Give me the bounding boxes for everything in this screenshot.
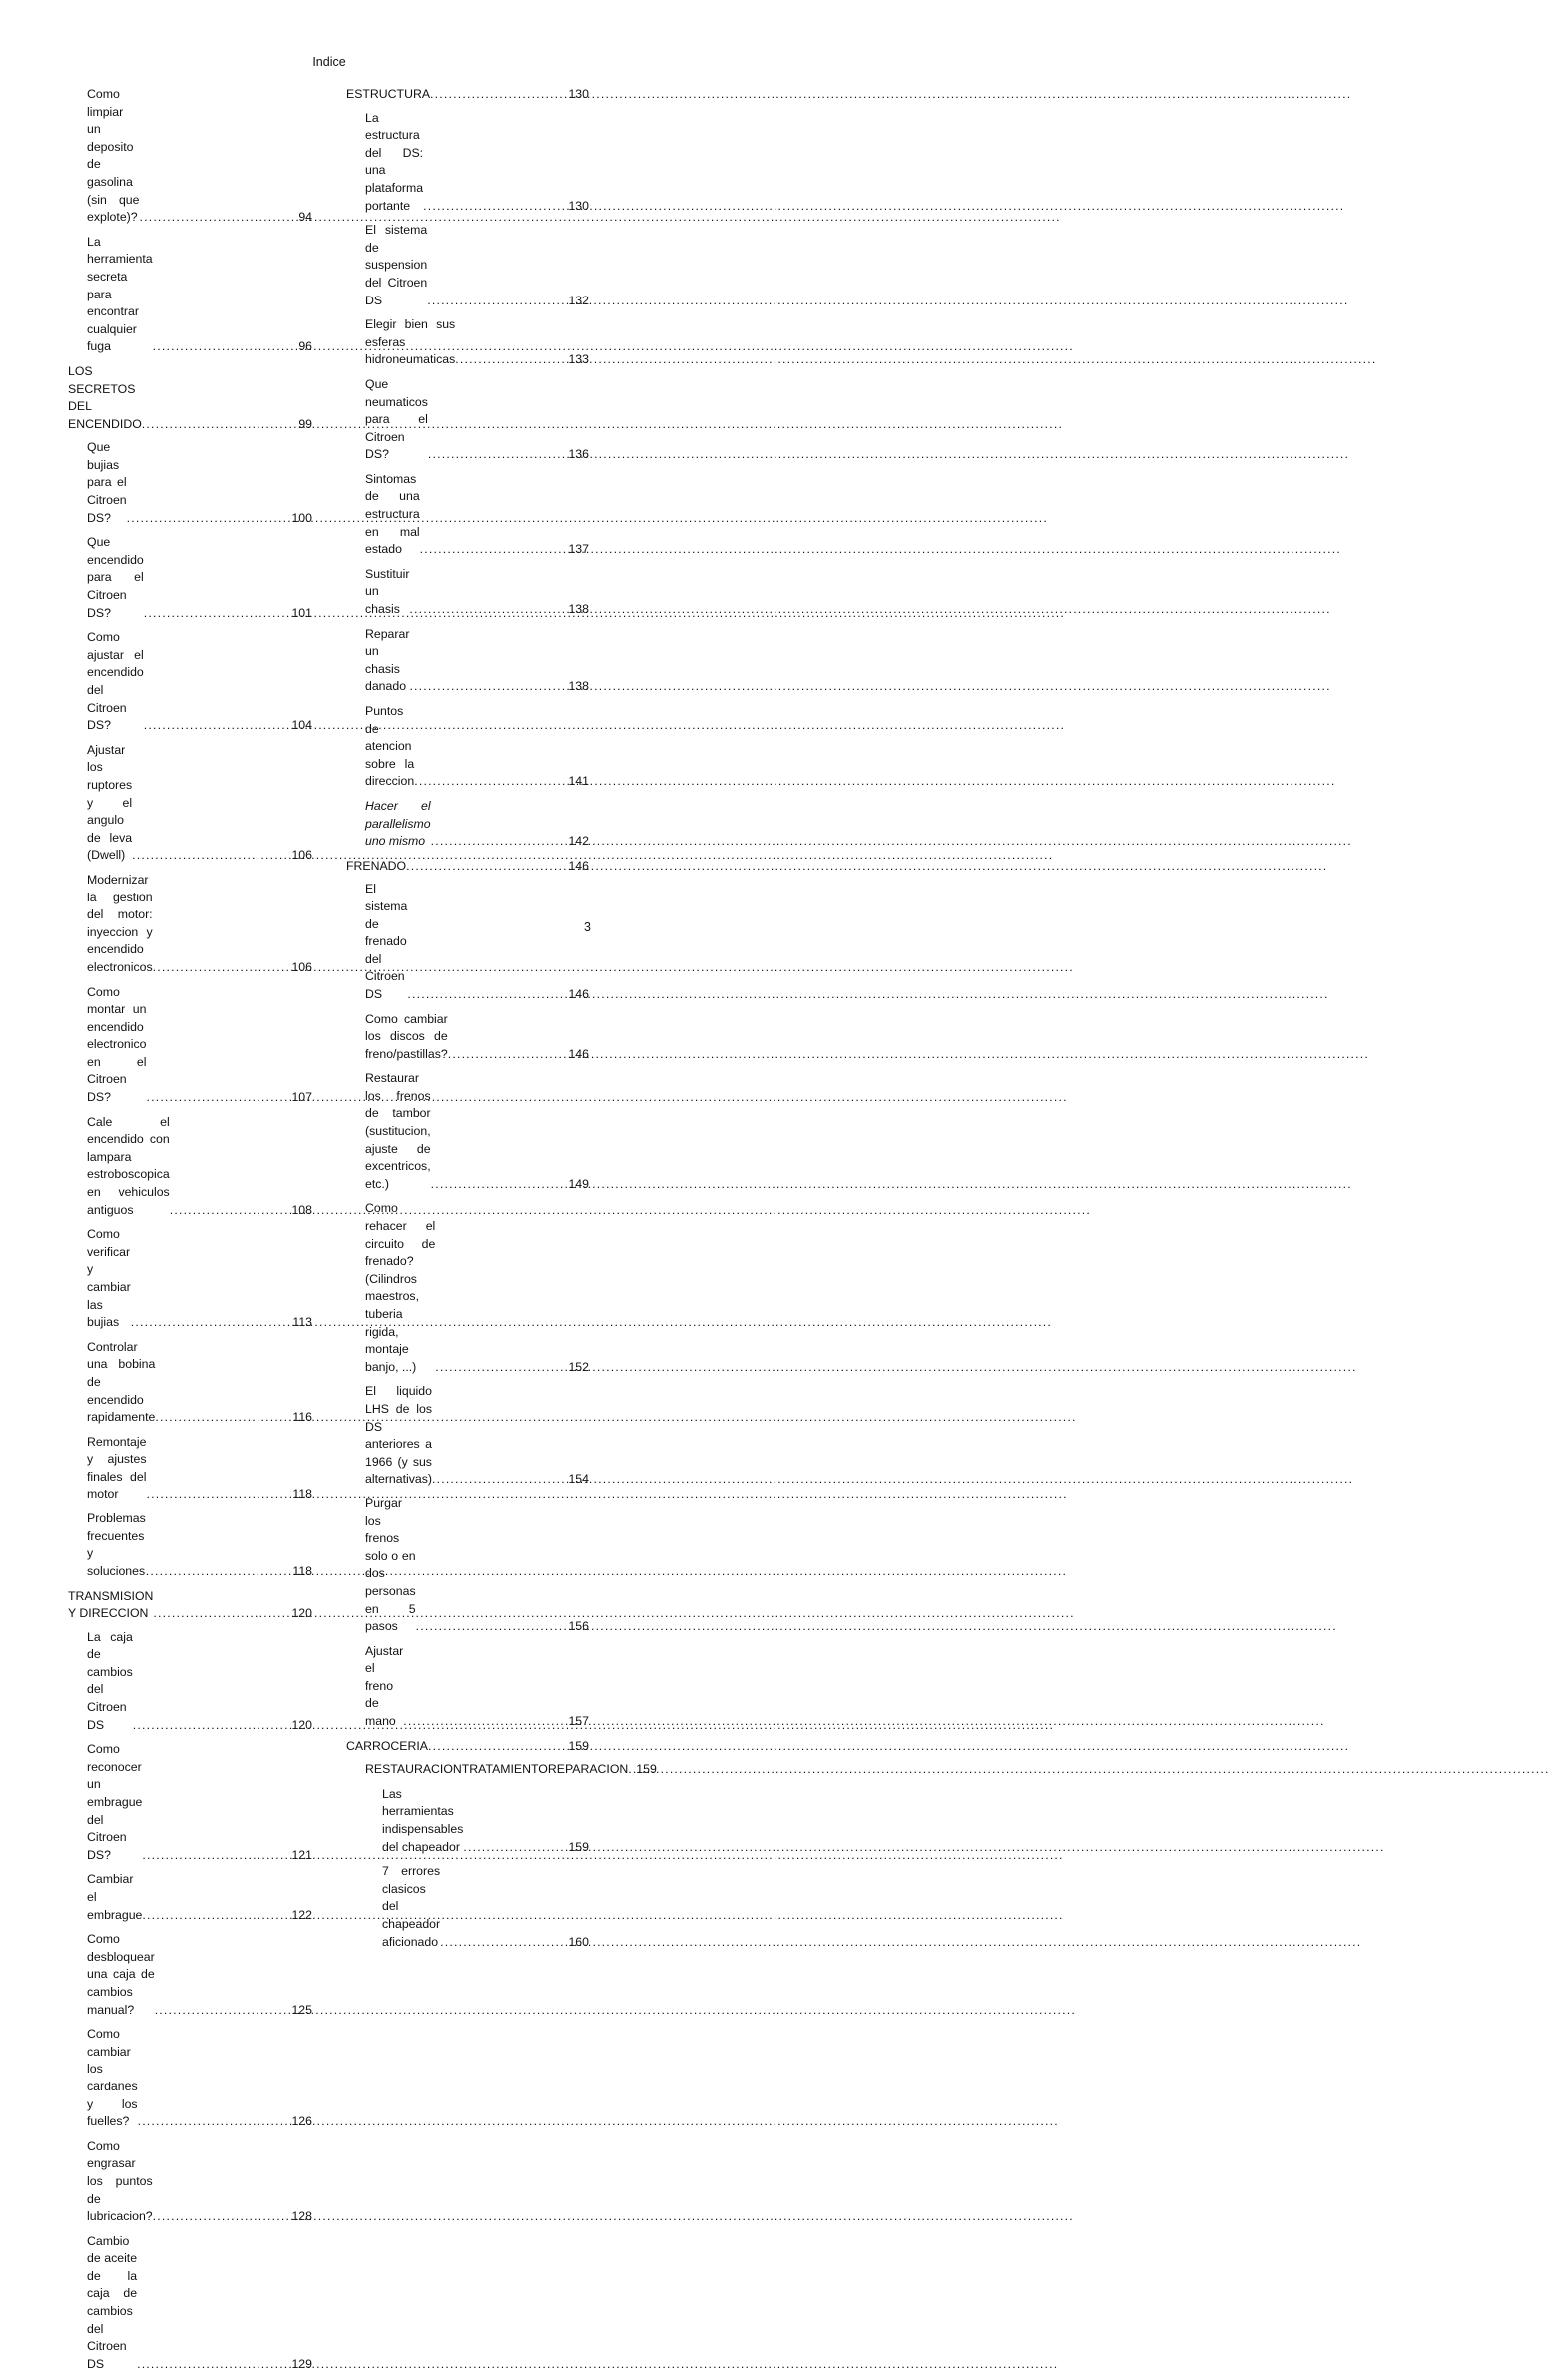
toc-page-number: 157: [568, 1714, 589, 1729]
toc-dot-leader: [153, 2208, 290, 2226]
toc-page-number: 96: [298, 339, 312, 354]
toc-entry[interactable]: [346, 1643, 589, 1731]
toc-entry[interactable]: [346, 376, 589, 464]
toc-entry-title: Como engrasar los puntos de lubricacion?: [87, 2138, 153, 2224]
toc-entry-title: LOS SECRETOS DEL ENCENDIDO: [68, 363, 142, 431]
toc-page-number: 138: [568, 602, 589, 617]
toc-page-number: 108: [291, 1202, 312, 1217]
toc-entry[interactable]: [346, 626, 589, 696]
toc-dot-leader: [431, 833, 567, 851]
toc-dot-leader: [137, 2356, 289, 2374]
toc-entry-title: RESTAURACIONTRATAMIENTOREPARACION: [365, 1762, 629, 1777]
toc-entry-title: La estructura del DS: una plataforma portante: [365, 110, 424, 213]
toc-page-number: 106: [291, 959, 312, 974]
page-number: 3: [584, 920, 591, 934]
toc-entry[interactable]: [68, 1226, 312, 1332]
toc-entry[interactable]: [346, 1383, 589, 1488]
toc-dot-leader: [428, 1738, 566, 1756]
toc-entry[interactable]: [346, 222, 589, 309]
toc-entry-title: Como cambiar los discos de freno/pastillas?: [365, 1011, 448, 1061]
toc-entry-title: ESTRUCTURA: [346, 87, 431, 101]
toc-entry[interactable]: [68, 872, 312, 977]
toc-entry-title: Ajustar el freno de mano: [365, 1643, 404, 1729]
toc-entry-title: 7 errores clasicos del chapeador aficionado: [382, 1864, 441, 1949]
toc-entry-title: Cambiar el embrague: [87, 1872, 143, 1922]
toc-dot-leader: [142, 416, 297, 434]
toc-section-entry[interactable]: [346, 858, 589, 876]
toc-entry-title: Cambio de aceite de la caja de cambios del Citroen DS: [87, 2233, 138, 2371]
toc-page-number: 130: [568, 87, 589, 101]
toc-entry[interactable]: [68, 1339, 312, 1427]
toc-entry[interactable]: [346, 798, 589, 851]
toc-entry-title: Modernizar la gestion del motor: inyeccion y encendido electronicos: [87, 872, 153, 974]
toc-dot-leader: [170, 1202, 290, 1220]
toc-page-number: 120: [291, 1606, 312, 1621]
toc-entry-title: Hacer el parallelismo uno mismo: [365, 798, 431, 849]
toc-dot-leader: [448, 1046, 567, 1064]
toc-dot-leader: [406, 858, 566, 876]
toc-column-right: [346, 86, 657, 1958]
toc-entry-title: La caja de cambios del Citroen DS: [87, 1629, 133, 1732]
toc-page-number: 142: [568, 834, 589, 849]
toc-entry-title: Elegir bien sus esferas hidroneumaticas: [365, 317, 456, 367]
toc-page-number: 132: [568, 293, 589, 307]
toc-entry-title: Ajustar los ruptores y el angulo de leva (Dwell): [87, 742, 133, 863]
toc-page-number: 146: [568, 986, 589, 1001]
toc-entry[interactable]: [68, 2233, 312, 2374]
toc-dot-leader: [146, 1563, 291, 1581]
toc-entry[interactable]: [68, 742, 312, 865]
toc-page-number: 107: [291, 1090, 312, 1105]
toc-page-number: 125: [291, 2002, 312, 2017]
toc-entry-title: Purgar los frenos solo o en dos personas en 5 pasos: [365, 1495, 416, 1634]
toc-entry-title: Que encendido para el Citroen DS?: [87, 535, 144, 620]
toc-page-number: 146: [568, 858, 589, 873]
toc-page-number: 99: [298, 416, 312, 431]
toc-entry[interactable]: [346, 1786, 589, 1856]
toc-entry-title: Reparar un chasis danado: [365, 626, 410, 694]
toc-entry[interactable]: [346, 1863, 589, 1951]
toc-dot-leader: [409, 601, 566, 619]
toc-page-number: 152: [568, 1359, 589, 1374]
toc-dot-leader: [139, 209, 296, 227]
toc-dot-leader: [146, 1487, 290, 1504]
toc-dot-leader: [138, 2113, 290, 2131]
toc-entry-title: Como rehacer el circuito de frenado? (Cilindros maestros, tuberia rigida, montaje banjo, ...): [365, 1201, 436, 1374]
toc-dot-leader: [428, 446, 567, 464]
toc-entry-title: La herramienta secreta para encontrar cualquier fuga: [87, 234, 153, 354]
toc-page-number: 106: [291, 848, 312, 863]
toc-entry-title: TRANSMISION Y DIRECCION: [68, 1588, 154, 1621]
toc-page-number: 94: [298, 210, 312, 225]
toc-entry-title: Remontaje y ajustes finales del motor: [87, 1434, 147, 1501]
toc-dot-leader: [132, 847, 289, 865]
page-header: Indice: [312, 55, 346, 69]
toc-page-number: 146: [568, 1046, 589, 1061]
toc-dot-leader: [146, 1089, 289, 1107]
toc-page-number: 159: [568, 1738, 589, 1753]
toc-dot-leader: [155, 1409, 290, 1427]
toc-entry[interactable]: [68, 629, 312, 735]
toc-dot-leader: [440, 1934, 566, 1952]
toc-section-entry[interactable]: [346, 86, 589, 104]
toc-entry[interactable]: [68, 984, 312, 1107]
toc-entry-title: Controlar una bobina de encendido rapidamente: [87, 1339, 156, 1425]
toc-entry-title: Como limpiar un deposito de gasolina (sin que explote)?: [87, 87, 140, 225]
toc-page-number: 130: [568, 198, 589, 213]
toc-entry[interactable]: [346, 1200, 589, 1376]
toc-entry[interactable]: [68, 534, 312, 622]
toc-entry[interactable]: [346, 566, 589, 619]
toc-dot-leader: [431, 1176, 567, 1194]
toc-page-number: 120: [291, 1717, 312, 1732]
toc-entry-title: Como reconocer un embrague del Citroen DS?: [87, 1742, 143, 1862]
toc-entry-title: Cale el encendido con lampara estroboscopica en vehiculos antiguos: [87, 1114, 170, 1217]
toc-dot-leader: [131, 1314, 291, 1332]
toc-dot-leader: [423, 198, 566, 216]
toc-entry[interactable]: [68, 1434, 312, 1503]
toc-section-entry[interactable]: [346, 1738, 589, 1756]
toc-page-number: 160: [568, 1934, 589, 1949]
toc-entry[interactable]: [68, 234, 312, 356]
toc-entry[interactable]: [68, 1931, 312, 2019]
toc-page-number: 133: [568, 352, 589, 367]
toc-entry-title: FRENADO: [346, 858, 407, 873]
toc-dot-leader: [432, 1471, 567, 1488]
toc-entry[interactable]: [68, 1629, 312, 1735]
toc-section-entry[interactable]: [68, 363, 312, 433]
toc-page-number: 159: [568, 1839, 589, 1854]
toc-page-number: 100: [291, 510, 312, 525]
toc-dot-leader: [142, 1847, 289, 1865]
toc-entry[interactable]: [68, 1510, 312, 1580]
toc-entry-title: Restaurar los frenos de tambor (sustitucion, ajuste de excentricos, etc.): [365, 1071, 431, 1191]
toc-entry-title: Sustituir un chasis: [365, 566, 410, 617]
toc-dot-leader: [455, 351, 566, 369]
toc-page-number: 116: [292, 1410, 312, 1425]
toc-entry[interactable]: [68, 86, 312, 227]
toc-entry[interactable]: [346, 110, 589, 216]
toc-dot-leader: [153, 338, 297, 356]
toc-dot-leader: [133, 1717, 290, 1735]
toc-dot-leader: [414, 773, 566, 791]
toc-entry-title: CARROCERIA: [346, 1738, 428, 1753]
toc-entry-title: El sistema de frenado del Citroen DS: [365, 882, 408, 1001]
toc-dot-leader: [416, 1618, 567, 1636]
toc-dot-leader: [144, 605, 290, 623]
toc-column-left: [68, 86, 312, 2380]
toc-entry-title: El liquido LHS de los DS anteriores a 1966 (y sus alternativas): [365, 1384, 432, 1487]
toc-page-number: 138: [568, 679, 589, 694]
toc-entry[interactable]: [346, 1495, 589, 1636]
toc-entry[interactable]: [68, 439, 312, 527]
toc-page-number: 128: [291, 2209, 312, 2224]
toc-entry[interactable]: [68, 1871, 312, 1924]
toc-entry-title: Las herramientas indispensables del chapeador: [382, 1786, 464, 1854]
toc-dot-leader: [407, 986, 566, 1004]
toc-page-number: 101: [291, 605, 312, 620]
toc-page-number: 126: [291, 2114, 312, 2129]
toc-dot-leader: [155, 2002, 290, 2020]
toc-entry[interactable]: [68, 2138, 312, 2226]
toc-dot-leader: [427, 293, 566, 310]
toc-page-number: 137: [568, 542, 589, 557]
toc-entry[interactable]: [346, 881, 589, 1003]
toc-dot-leader: [463, 1839, 566, 1857]
toc-dot-leader: [430, 86, 566, 104]
toc-page-number: 121: [291, 1847, 312, 1862]
toc-entry[interactable]: [346, 1070, 589, 1193]
toc-entry-title: Problemas frecuentes y soluciones: [87, 1511, 146, 1578]
toc-entry-title: Que neumaticos para el Citroen DS?: [365, 376, 428, 462]
toc-page-number: 122: [291, 1907, 312, 1922]
toc-section-entry[interactable]: [68, 1588, 312, 1623]
toc-page-number: 156: [568, 1619, 589, 1634]
toc-dot-leader: [435, 1359, 566, 1377]
toc-entry[interactable]: [68, 1114, 312, 1220]
toc-entry[interactable]: [346, 1011, 589, 1064]
toc-entry[interactable]: [346, 1761, 657, 1779]
toc-page-number: 149: [568, 1176, 589, 1191]
toc-page-number: 159: [636, 1762, 657, 1777]
toc-entry-title: Como montar un encendido electronico en el Citroen DS?: [87, 984, 147, 1105]
toc-page-number: 129: [291, 2356, 312, 2371]
toc-dot-leader: [153, 959, 290, 977]
toc-entry[interactable]: [68, 2026, 312, 2131]
toc-page-number: 113: [292, 1315, 312, 1330]
toc-entry-title: Como cambiar los cardanes y los fuelles?: [87, 2027, 138, 2129]
toc-entry-title: Como ajustar el encendido del Citroen DS?: [87, 630, 144, 733]
toc-page-number: 136: [568, 447, 589, 462]
toc-entry-title: Sintomas de una estructura en mal estado: [365, 471, 420, 557]
toc-entry[interactable]: [68, 1741, 312, 1864]
toc-dot-leader: [403, 1713, 566, 1731]
toc-dot-leader: [142, 1907, 289, 1925]
toc-page-number: 141: [568, 774, 589, 789]
toc-entry-title: Puntos de atencion sobre la direccion: [365, 704, 415, 789]
toc-page-number: 118: [292, 1487, 312, 1501]
toc-entry-title: Como desbloquear una caja de cambios manual?: [87, 1932, 155, 2017]
toc-entry[interactable]: [346, 703, 589, 791]
toc-dot-leader: [153, 1605, 289, 1623]
toc-entry[interactable]: [346, 471, 589, 559]
toc-page-number: 118: [292, 1563, 312, 1578]
toc-entry-title: Que bujias para el Citroen DS?: [87, 440, 127, 525]
toc-dot-leader: [144, 717, 290, 735]
toc-entry[interactable]: [346, 316, 589, 369]
toc-page-number: 104: [291, 718, 312, 733]
toc-dot-leader: [409, 678, 566, 696]
toc-page-number: 154: [568, 1472, 589, 1487]
toc-entry-title: Como verificar y cambiar las bujias: [87, 1227, 131, 1330]
toc-dot-leader: [127, 510, 290, 528]
toc-dot-leader: [420, 541, 567, 559]
toc-entry-title: El sistema de suspension del Citroen DS: [365, 223, 428, 307]
